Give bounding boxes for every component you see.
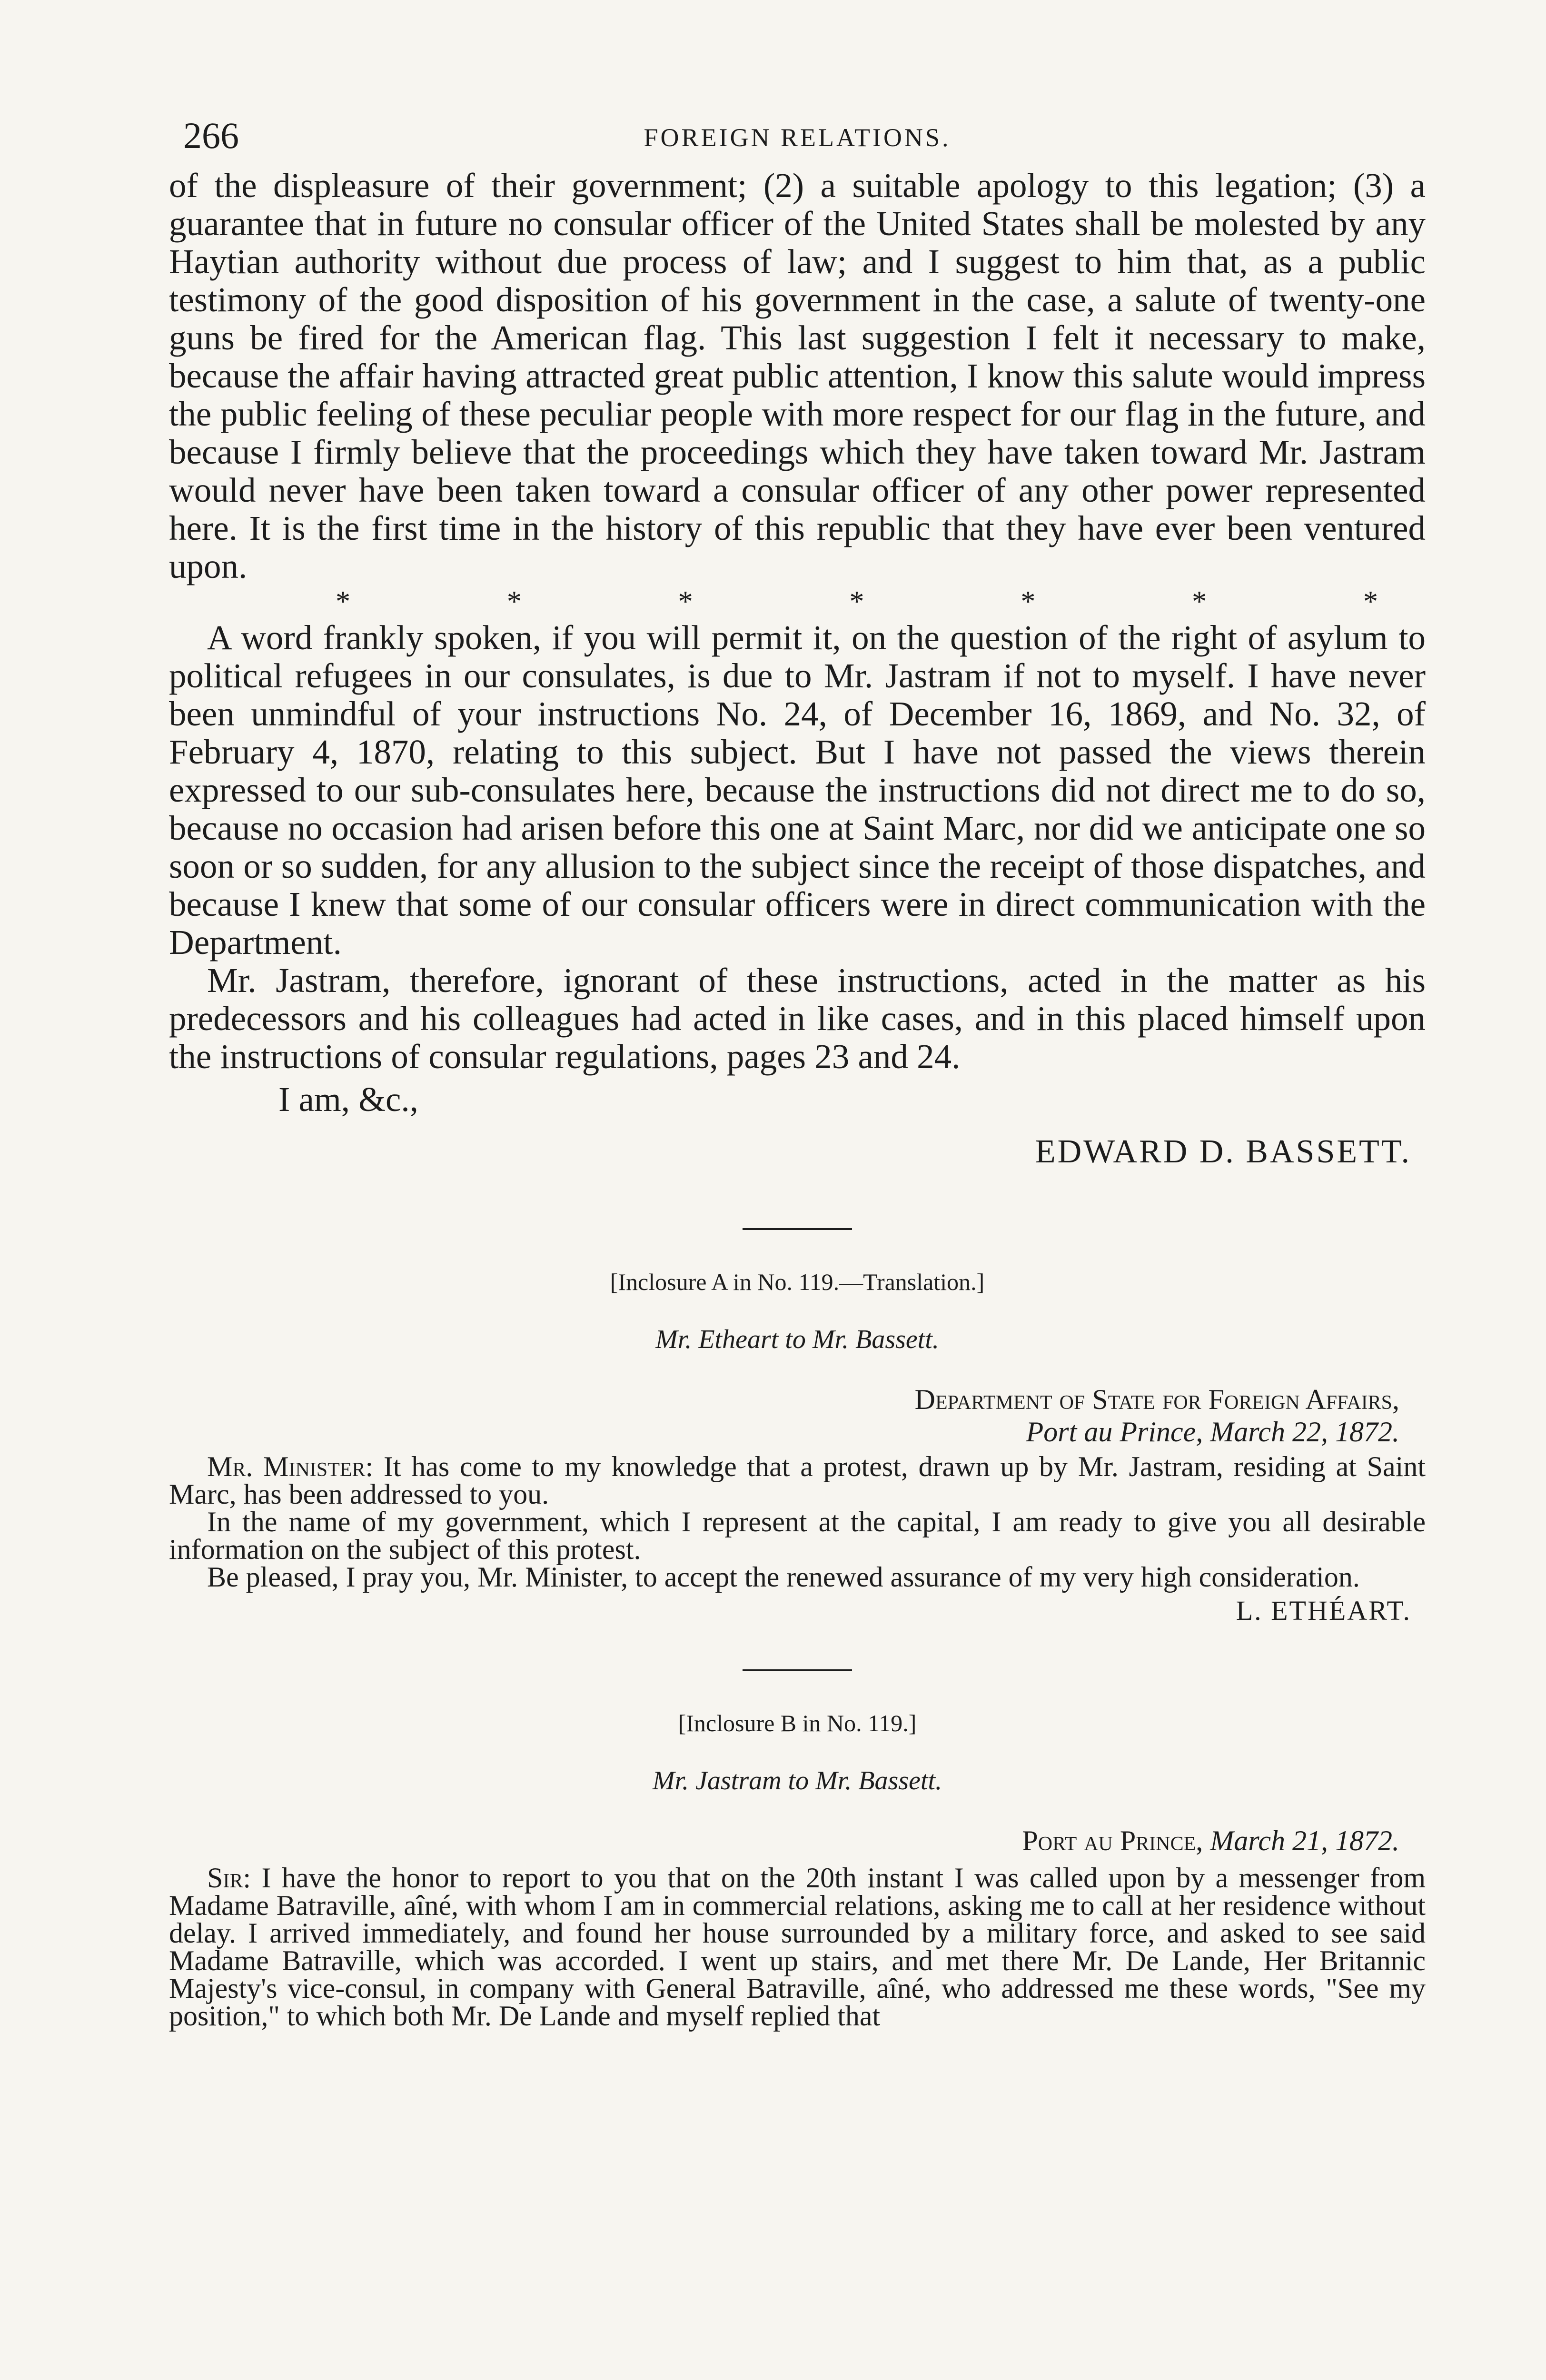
letter-title: Mr. Jastram to Mr. Bassett. [652, 1766, 942, 1795]
paragraph-continuation: of the displeasure of their government; (2) a suitable apology to this legation; (3) a guarantee that in future no consular officer of the United States shall be molested by any Haytian authority without due process of law; and I suggest to him that, as a public testimony of the good disposition of his government in the case, a salute of twenty-one guns be fired for the American flag. This last suggestion I felt it necessary to make, because the affair having attracted great public attention, I know this salute would impress the public feeling of these peculiar people with more respect for our flag in the future, and because I firmly believe that the proceedings which they have taken toward Mr. Jastram would never have been taken toward a consular officer of any other power represented here. It is the first time in the history of this republic that they have ever been ventured upon. [169, 166, 1426, 585]
closing: I am, &c., [278, 1080, 418, 1119]
star: * [1192, 585, 1207, 618]
star: * [849, 585, 864, 618]
page-header [169, 95, 1426, 167]
paragraph-asylum: A word frankly spoken, if you will permit it, on the question of the right of asylum to political refugees in our consulates, is due to Mr. Jastram if not to myself. I have never been unmindful of your instructions No. 24, of December 16, 1869, and No. 32, of February 4, 1870, relating to this subject. But I have not passed the views therein expressed to our sub-consulates here, because the instructions did not direct me to do so, because no occasion had arisen before this one at Saint Marc, nor did we anticipate one so soon or so sudden, for any allusion to the subject since the receipt of those dispatches, and because I knew that some of our consular officers were in direct communication with the Department. [169, 618, 1426, 962]
signature: L. ETHÉART. [1236, 1595, 1411, 1626]
place: Port au Prince, [1022, 1825, 1203, 1856]
letter-dateline [169, 1383, 1426, 1448]
letter-dateline [169, 1825, 1426, 1857]
enclosure-heading: [Inclosure B in No. 119.] [678, 1710, 917, 1736]
letter-body [169, 1453, 1426, 1591]
section-divider [743, 1669, 852, 1671]
salutation: Mr. Minister: [207, 1451, 374, 1482]
letter-title: Mr. Etheart to Mr. Bassett. [655, 1325, 939, 1354]
document-page [169, 95, 1426, 2030]
star: * [336, 585, 350, 618]
paragraph-jastram: Mr. Jastram, therefore, ignorant of these instructions, acted in the matter as his predecessors and his colleagues had acted in like cases, and in this placed himself upon the instructions of consular regulations, pages 23 and 24. [169, 961, 1426, 1076]
letter-paragraph: In the name of my government, which I represent at the capital, I am ready to give you all desirable information on the subject of this protest. [169, 1506, 1426, 1565]
salutation: Sir: [207, 1862, 251, 1894]
paragraph-text: I have the honor to report to you that on the 20th instant I was called upon by a messenger from Madame Batraville, aîné, with whom I am in commercial relations, asking me to call at her residence without delay. I arrived immediately, and found her house surrounded by a military force, and asked to see said Madame Batraville, which was accorded. I went up stairs, and met there Mr. De Lande, Her Britannic Majesty's vice-consul, in company with General Batraville, aîné, who addressed me these words, "See my position," to which both Mr. De Lande and myself replied that [169, 1862, 1426, 2032]
department-name: Department of State for Foreign Affairs, [914, 1384, 1399, 1415]
letter-body [169, 1864, 1426, 2030]
enclosure-a [169, 1268, 1426, 1626]
enclosure-b [169, 1709, 1426, 2030]
letter-paragraph [169, 1453, 1426, 1508]
place-date: Port au Prince, March 22, 1872. [1026, 1416, 1399, 1448]
ellipsis-stars [169, 587, 1426, 616]
star: * [1363, 585, 1378, 618]
letter-paragraph [169, 1864, 1426, 2030]
paragraph-text: It has come to my knowledge that a protest, drawn up by Mr. Jastram, residing at Saint Marc, has been addressed to you. [169, 1451, 1426, 1510]
page-number: 266 [183, 115, 239, 156]
star: * [678, 585, 693, 618]
star: * [1021, 585, 1036, 618]
running-head: FOREIGN RELATIONS. [644, 123, 951, 152]
signature: EDWARD D. BASSETT. [1035, 1133, 1411, 1170]
section-divider [743, 1228, 852, 1230]
enclosure-heading: [Inclosure A in No. 119.—Translation.] [610, 1269, 985, 1295]
star: * [506, 585, 522, 618]
date: March 21, 1872. [1210, 1825, 1399, 1856]
main-letter [169, 167, 1426, 1171]
letter-paragraph: Be pleased, I pray you, Mr. Minister, to accept the renewed assurance of my very high consideration. [207, 1561, 1360, 1593]
